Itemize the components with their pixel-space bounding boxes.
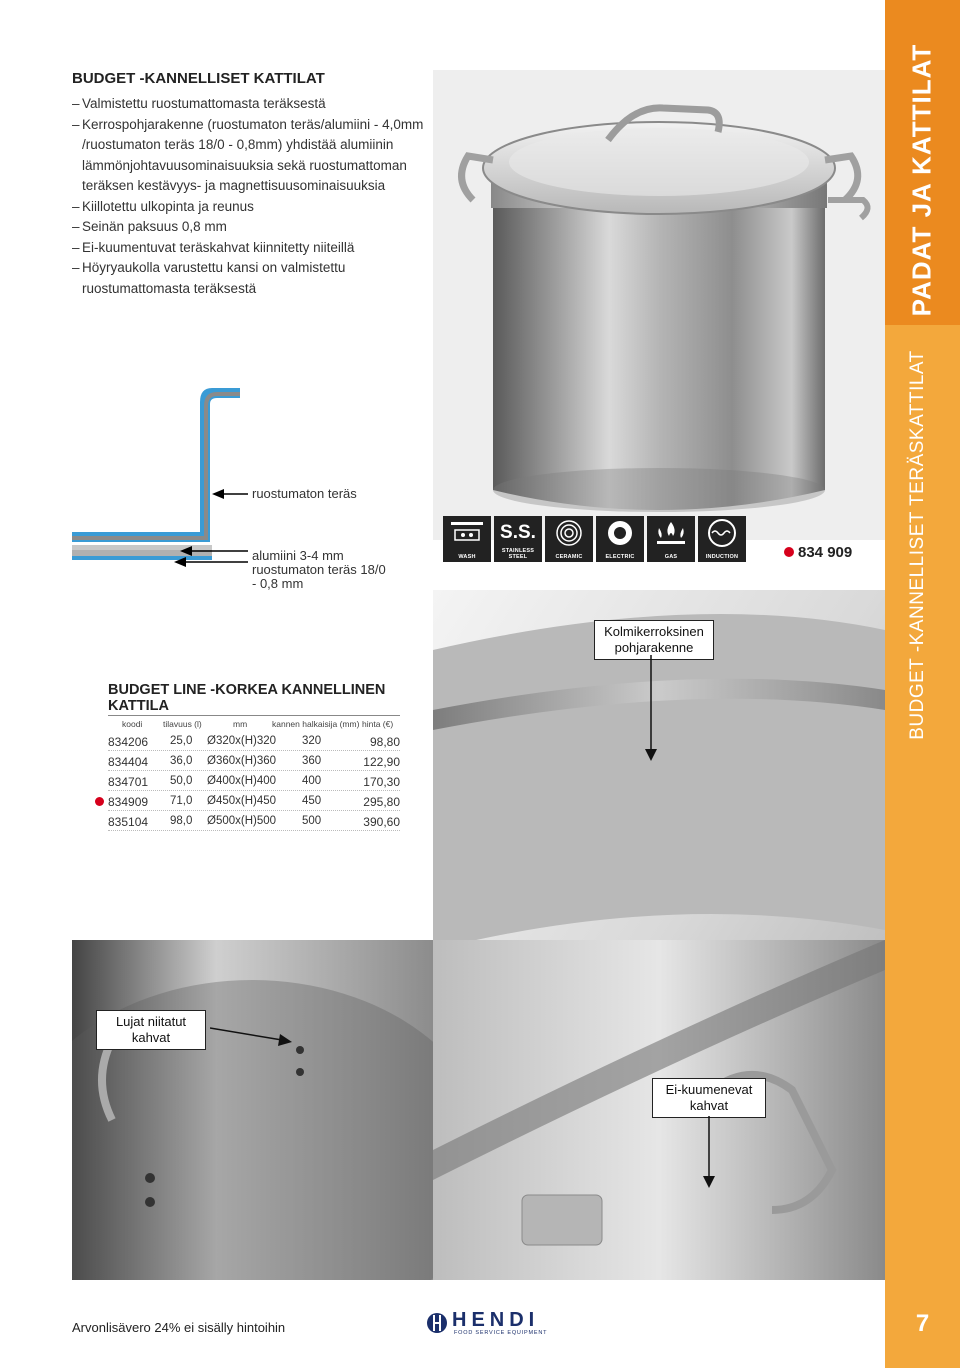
col-header-price: hinta (€) [362, 719, 394, 729]
table-title: BUDGET LINE -KORKEA KANNELLINEN KATTILA [108, 682, 386, 714]
electric-icon [596, 516, 644, 562]
feature-item: – Valmistettu ruostumattomasta teräksestä [72, 94, 432, 115]
feature-list [72, 94, 432, 299]
cell-size: Ø400x(H)400 [207, 775, 277, 787]
cell-size: Ø450x(H)450 [207, 795, 277, 807]
cell-lid: 400 [302, 775, 322, 787]
highlight-dot [95, 797, 104, 806]
cell-size: Ø500x(H)500 [207, 815, 277, 827]
wash-icon-label: WASH [458, 554, 476, 560]
feature-item: – Höyryaukolla varustettu kansi on valmistettu ruostumattomasta teräksestä [72, 258, 432, 299]
stainless-steel-icon [494, 516, 542, 562]
callout-rivets: Lujat niitatut kahvat [96, 1010, 206, 1050]
ceramic-icon [545, 516, 593, 562]
cell-volume: 98,0 [170, 815, 193, 827]
table-rule [108, 715, 400, 716]
sidebar-subtitle: BUDGET -KANNELLISET TERÄSKATTILAT [907, 350, 928, 740]
cell-volume: 36,0 [170, 755, 193, 767]
cell-price: 122,90 [363, 755, 400, 769]
usage-icons [443, 516, 745, 562]
label-aluminium: alumiini 3-4 mm [252, 548, 344, 563]
induction-icon-label: INDUCTION [705, 554, 739, 560]
cell-code: 834701 [108, 775, 149, 789]
cell-price: 390,60 [363, 815, 400, 829]
product-code: 834 909 [798, 544, 853, 561]
callout-cool-handles-pointer [703, 1116, 715, 1190]
table-row [108, 811, 400, 831]
sidebar-title: PADAT JA KATTILAT [906, 43, 937, 317]
logo-wordmark: HENDI [452, 1309, 540, 1331]
table-row [108, 731, 400, 751]
induction-icon [698, 516, 746, 562]
logo-tagline: FOOD SERVICE EQUIPMENT [454, 1330, 548, 1336]
cell-code: 835104 [108, 815, 149, 829]
col-header-code: koodi [122, 719, 143, 729]
ceramic-icon-label: CERAMIC [555, 554, 583, 560]
gas-icon-label: GAS [664, 554, 678, 560]
cell-size: Ø360x(H)360 [207, 755, 277, 767]
feature-item: – Seinän paksuus 0,8 mm [72, 217, 432, 238]
cell-lid: 320 [302, 735, 322, 747]
table-row [108, 771, 400, 791]
label-thickness: - 0,8 mm [252, 576, 304, 591]
page-number: 7 [915, 1310, 930, 1337]
gas-icon [647, 516, 695, 562]
layer-cross-section-diagram [72, 370, 452, 610]
cell-volume: 25,0 [170, 735, 193, 747]
callout-rivets-pointer [210, 1024, 292, 1048]
cell-price: 170,30 [363, 775, 400, 789]
label-stainless-steel: ruostumaton teräs [252, 486, 357, 501]
cell-lid: 500 [302, 815, 322, 827]
table-row [108, 791, 400, 811]
callout-base-pointer [645, 655, 657, 763]
page-heading: BUDGET -KANNELLISET KATTILAT [72, 70, 325, 87]
hendi-logo [426, 1309, 548, 1339]
col-header-lid: kannen halkaisija (mm) [272, 719, 360, 729]
callout-base: Kolmikerroksinen pohjarakenne [594, 620, 714, 660]
cell-volume: 50,0 [170, 775, 193, 787]
cell-volume: 71,0 [170, 795, 193, 807]
callout-cool-handles: Ei-kuumenevat kahvat [652, 1078, 766, 1118]
ss-mark: S.S. [500, 522, 536, 543]
cell-code: 834206 [108, 735, 149, 749]
wash-icon [443, 516, 491, 562]
vat-note: Arvonlisävero 24% ei sisälly hintoihin [72, 1320, 286, 1335]
cell-code: 834404 [108, 755, 149, 769]
cell-price: 98,80 [369, 735, 400, 749]
feature-item: – Kiillotettu ulkopinta ja reunus [72, 197, 432, 218]
col-header-mm: mm [233, 719, 248, 729]
cell-price: 295,80 [363, 795, 400, 809]
feature-item: – Ei-kuumentuvat teräskahvat kiinnitetty niiteillä [72, 238, 432, 259]
table-row [108, 751, 400, 771]
electric-icon-label: ELECTRIC [605, 554, 635, 560]
cell-lid: 360 [302, 755, 322, 767]
table-body [108, 731, 400, 831]
highlight-dot [784, 547, 794, 557]
product-code-badge [784, 544, 852, 561]
feature-item: – Kerrospohjarakenne (ruostumaton teräs/alumiini - 4,0mm /ruostumaton teräs 18/0 - 0,8mm) yhdistää alumiinin lämmönjohtavuusominaisuuksia sekä ruostumattoman teräksen kestävyys- ja magnettisuusominaisuuksia [72, 115, 432, 197]
stainless-steel-icon-label: STAINLESS STEEL [501, 548, 535, 560]
stockpot-photo [433, 70, 885, 540]
cell-code: 834909 [108, 795, 149, 809]
label-steel-18-0: ruostumaton teräs 18/0 [252, 562, 386, 577]
col-header-volume: tilavuus (l) [163, 719, 202, 729]
cell-lid: 450 [302, 795, 322, 807]
cell-size: Ø320x(H)320 [207, 735, 277, 747]
